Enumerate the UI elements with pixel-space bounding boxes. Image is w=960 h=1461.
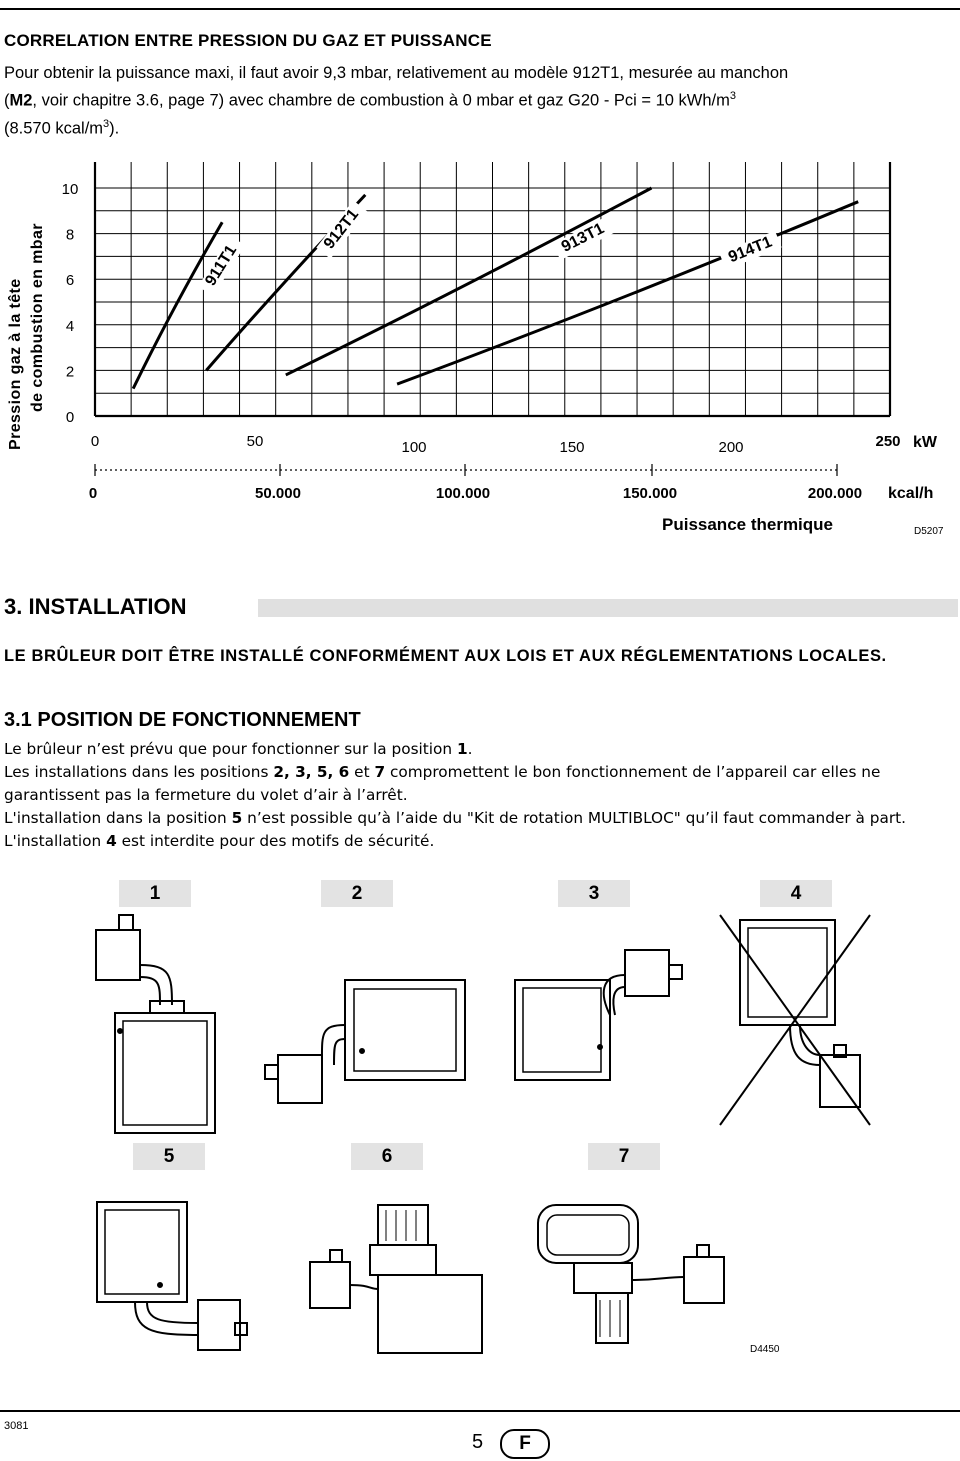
intro-line-2: (M2, voir chapitre 3.6, page 7) avec chambre de combustion à 0 mbar et gaz G20 - Pci = 10 kWh/$m^3$ bbox=[4, 90, 737, 110]
x-unit-kcal: kcal/h bbox=[888, 485, 934, 502]
burner-position-5 bbox=[97, 1202, 247, 1350]
position-label-3: 3 bbox=[558, 880, 630, 907]
x-tick-kcal: 200.000 bbox=[807, 485, 863, 502]
page-title: CORRELATION ENTRE PRESSION DU GAZ ET PUISSANCE bbox=[4, 31, 492, 50]
y-axis-label-2: de combustion en mbar bbox=[29, 223, 46, 412]
page-number: 5 bbox=[472, 1431, 484, 1453]
position-paragraph-2: Les installations dans les positions 2, 3, 5, 6 et 7 compromettent le bon fonctionnement de l’appareil car elles ne garantissent pas la fermeture du volet d’air à l’arrêt. bbox=[4, 763, 881, 804]
x-tick-kw: 150 bbox=[559, 439, 585, 456]
series-label: 913T1 bbox=[558, 220, 608, 256]
position-label-2: 2 bbox=[321, 880, 393, 907]
burner-position-7 bbox=[538, 1205, 724, 1343]
position-label-6: 6 bbox=[351, 1143, 423, 1170]
chart-axis-labels bbox=[62, 181, 901, 502]
burner-position-1 bbox=[96, 915, 215, 1133]
intro-paragraph bbox=[4, 62, 958, 140]
section-title-bar bbox=[258, 599, 958, 617]
doc-number: 3081 bbox=[4, 1420, 29, 1432]
y-tick-label: 2 bbox=[65, 363, 75, 381]
x-tick-kw: 200 bbox=[718, 439, 744, 456]
position-label-4: 4 bbox=[760, 880, 832, 907]
burner-position-4 bbox=[720, 915, 870, 1125]
intro-line-1: Pour obtenir la puissance maxi, il faut avoir 9,3 mbar, relativement au modèle 912T1, mesurée au manchon bbox=[4, 64, 789, 82]
y-tick-label: 6 bbox=[65, 272, 75, 290]
section-title: 3. INSTALLATION bbox=[4, 594, 187, 619]
burner-position-6 bbox=[310, 1205, 482, 1353]
series-line bbox=[397, 202, 858, 384]
x-tick-kw: 250 bbox=[875, 433, 901, 450]
intro-line-3: (8.570 kcal/$m^3$). bbox=[4, 117, 120, 137]
y-tick-label: 0 bbox=[65, 409, 75, 426]
installation-notice: LE BRÛLEUR DOIT ÊTRE INSTALLÉ CONFORMÉMENT AUX LOIS ET AUX RÉGLEMENTATIONS LOCALES. bbox=[4, 647, 887, 665]
position-paragraph-1: Le brûleur n’est prévu que pour fonctionner sur la position 1. bbox=[4, 740, 473, 758]
position-label-7: 7 bbox=[588, 1143, 660, 1170]
position-label-1: 1 bbox=[119, 880, 191, 907]
series-line bbox=[133, 222, 222, 388]
x-tick-kcal: 50.000 bbox=[255, 485, 301, 502]
x-tick-kw: 0 bbox=[90, 433, 100, 450]
x-tick-kw: 50 bbox=[246, 433, 264, 450]
footer-rule bbox=[0, 1410, 960, 1412]
burner-positions-illustration bbox=[0, 905, 960, 1365]
x-unit-kw: kW bbox=[913, 434, 937, 451]
y-tick-label: 4 bbox=[65, 317, 75, 335]
series-label: 914T1 bbox=[726, 233, 775, 267]
series-label: 911T1 bbox=[202, 242, 241, 289]
x-tick-kcal: 150.000 bbox=[622, 485, 678, 502]
position-paragraph-3: L'installation dans la position 5 n’est possible qu’à l’aide du "Kit de rotation MULTIBLOC" qu’il faut commander à part. L'installation 4 est interdite pour des motifs de sécurité. bbox=[4, 809, 906, 850]
top-rule bbox=[0, 8, 960, 10]
x-tick-kw: 100 bbox=[401, 439, 427, 456]
series-label: 912T1 bbox=[320, 206, 363, 253]
subsection-title: 3.1 POSITION DE FONCTIONNEMENT bbox=[4, 709, 361, 731]
position-label-5: 5 bbox=[133, 1143, 205, 1170]
y-axis-label-1: Pression gaz à la tête bbox=[7, 278, 24, 450]
x-tick-kcal: 0 bbox=[88, 485, 98, 502]
language-badge: F bbox=[500, 1429, 550, 1459]
burner-position-2 bbox=[265, 980, 465, 1103]
y-tick-label: 10 bbox=[61, 181, 79, 198]
x-axis-label: Puissance thermique bbox=[662, 515, 834, 534]
y-tick-label: 8 bbox=[65, 226, 75, 244]
chart-series bbox=[133, 188, 858, 389]
x-tick-kcal: 100.000 bbox=[435, 485, 491, 502]
position-text bbox=[4, 738, 958, 853]
burner-position-3 bbox=[515, 950, 682, 1080]
illustration-ref: D4450 bbox=[750, 1344, 780, 1355]
pressure-power-chart bbox=[0, 150, 960, 550]
chart-ref: D5207 bbox=[914, 526, 944, 537]
